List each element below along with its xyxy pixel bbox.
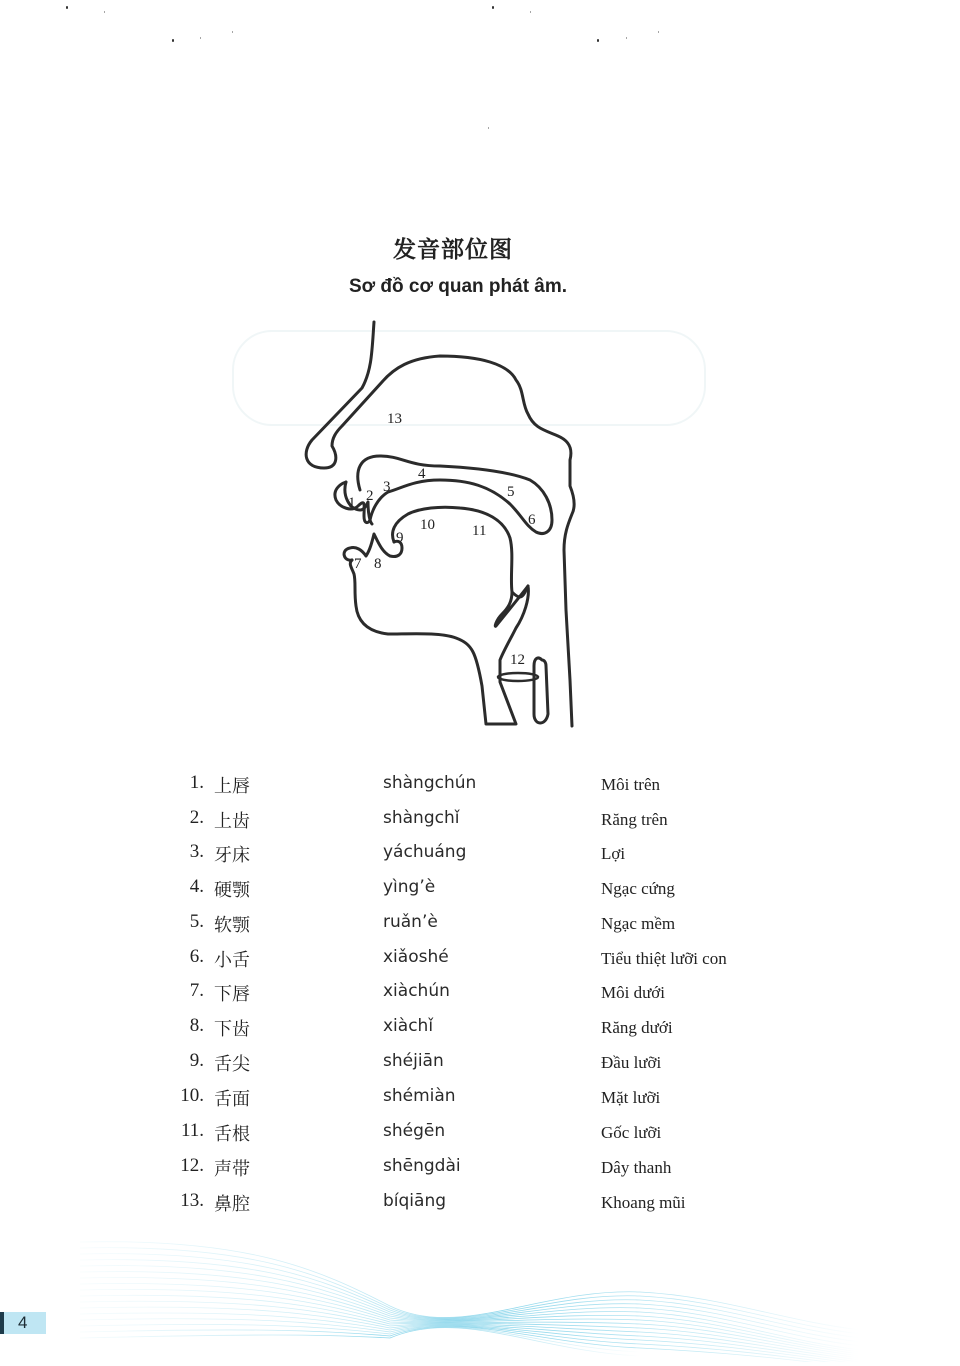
term-number: 2. [189, 807, 204, 828]
diagram-label-3: 3 [383, 479, 391, 495]
term-number: 13. [180, 1190, 204, 1211]
term-row [0, 946, 960, 976]
diagram-label-2: 2 [366, 488, 374, 504]
term-row [0, 1120, 960, 1150]
term-pinyin: yìng’è [383, 877, 436, 897]
term-pinyin: shémiàn [383, 1086, 456, 1106]
term-number: 3. [189, 841, 204, 862]
term-hanzi: 鼻腔 [214, 1194, 250, 1215]
term-vietnamese: Mặt lưỡi [601, 1088, 661, 1107]
diagram-label-4: 4 [418, 466, 426, 482]
page-tab-bar [0, 1312, 4, 1334]
term-hanzi: 声带 [214, 1159, 250, 1180]
term-vietnamese: Răng trên [601, 810, 668, 829]
term-hanzi: 上唇 [214, 776, 250, 797]
page-title-chinese: 发音部位图 [393, 237, 513, 263]
term-vietnamese: Đầu lưỡi [601, 1053, 662, 1072]
scan-speck [66, 6, 68, 9]
diagram-label-5: 5 [507, 484, 515, 500]
term-row [0, 772, 960, 802]
term-number: 8. [189, 1015, 204, 1036]
term-row [0, 911, 960, 941]
term-row [0, 1015, 960, 1045]
term-pinyin: shēngdài [383, 1156, 461, 1176]
term-pinyin: shéjiān [383, 1051, 444, 1071]
page-number-tab [0, 1312, 46, 1334]
term-row [0, 876, 960, 906]
scan-speck [104, 11, 105, 13]
diagram-label-11: 11 [472, 523, 487, 539]
term-row [0, 1190, 960, 1220]
term-number: 9. [189, 1050, 204, 1071]
page-title-vietnamese: Sơ đồ cơ quan phát âm. [348, 276, 568, 297]
diagram-label-13: 13 [387, 411, 402, 427]
term-row [0, 807, 960, 837]
term-number: 5. [189, 911, 204, 932]
term-row [0, 1155, 960, 1185]
diagram-label-7: 7 [354, 556, 362, 572]
term-pinyin: xiàchǐ [383, 1016, 434, 1036]
diagram-label-9: 9 [396, 530, 404, 546]
term-row [0, 1085, 960, 1115]
term-pinyin: bíqiāng [383, 1191, 447, 1211]
scan-speck [530, 11, 531, 13]
term-hanzi: 牙床 [214, 845, 250, 866]
term-pinyin: xiàchún [383, 981, 450, 1001]
scan-speck [492, 6, 494, 9]
diagram-label-10: 10 [420, 517, 435, 533]
diagram-label-8: 8 [374, 556, 382, 572]
term-vietnamese: Tiểu thiệt lưỡi con [601, 949, 727, 968]
diagram-label-1: 1 [348, 495, 356, 511]
term-pinyin: shàngchǐ [383, 808, 460, 828]
term-vietnamese: Môi dưới [601, 983, 666, 1002]
articulation-diagram [290, 310, 590, 730]
page-number: 4 [18, 1313, 28, 1332]
term-vietnamese: Dây thanh [601, 1158, 672, 1177]
scan-speck [232, 31, 233, 33]
scan-speck [488, 127, 489, 129]
term-hanzi: 下齿 [214, 1019, 250, 1040]
term-number: 1. [189, 772, 204, 793]
term-pinyin: shàngchún [383, 773, 477, 793]
term-hanzi: 下唇 [214, 984, 250, 1005]
term-hanzi: 硬颚 [214, 880, 250, 901]
scan-speck [172, 39, 174, 42]
scan-speck [200, 37, 201, 39]
diagram-label-6: 6 [528, 512, 536, 528]
term-pinyin: yáchuáng [383, 842, 467, 862]
term-vietnamese: Ngạc mềm [601, 914, 676, 933]
term-pinyin: shégēn [383, 1121, 446, 1141]
term-vietnamese: Ngạc cứng [601, 879, 675, 898]
term-hanzi: 小舌 [214, 950, 250, 971]
term-vietnamese: Lợi [601, 844, 626, 863]
term-number: 10. [180, 1085, 204, 1106]
term-number: 7. [189, 980, 204, 1001]
term-number: 11. [180, 1120, 204, 1141]
term-number: 6. [189, 946, 204, 967]
term-hanzi: 舌面 [214, 1089, 250, 1110]
scan-speck [626, 37, 627, 39]
scan-speck [597, 39, 599, 42]
term-pinyin: ruǎn’è [383, 912, 438, 932]
term-number: 4. [189, 876, 204, 897]
term-hanzi: 上齿 [214, 811, 250, 832]
term-pinyin: xiǎoshé [383, 947, 449, 967]
scan-speck [658, 31, 659, 33]
term-number: 12. [180, 1155, 204, 1176]
diagram-label-12: 12 [510, 652, 525, 668]
term-hanzi: 舌根 [214, 1124, 250, 1145]
term-vietnamese: Gốc lưỡi [601, 1123, 662, 1142]
term-hanzi: 软颚 [214, 915, 250, 936]
term-row [0, 841, 960, 871]
term-row [0, 980, 960, 1010]
vocal-cord-outline [498, 673, 538, 681]
term-hanzi: 舌尖 [214, 1054, 250, 1075]
term-row [0, 1050, 960, 1080]
term-vietnamese: Khoang mũi [601, 1193, 686, 1212]
term-vietnamese: Răng dưới [601, 1018, 673, 1037]
term-vietnamese: Môi trên [601, 775, 661, 794]
decorative-wave [0, 1230, 960, 1362]
oesophagus-outline [534, 658, 548, 723]
